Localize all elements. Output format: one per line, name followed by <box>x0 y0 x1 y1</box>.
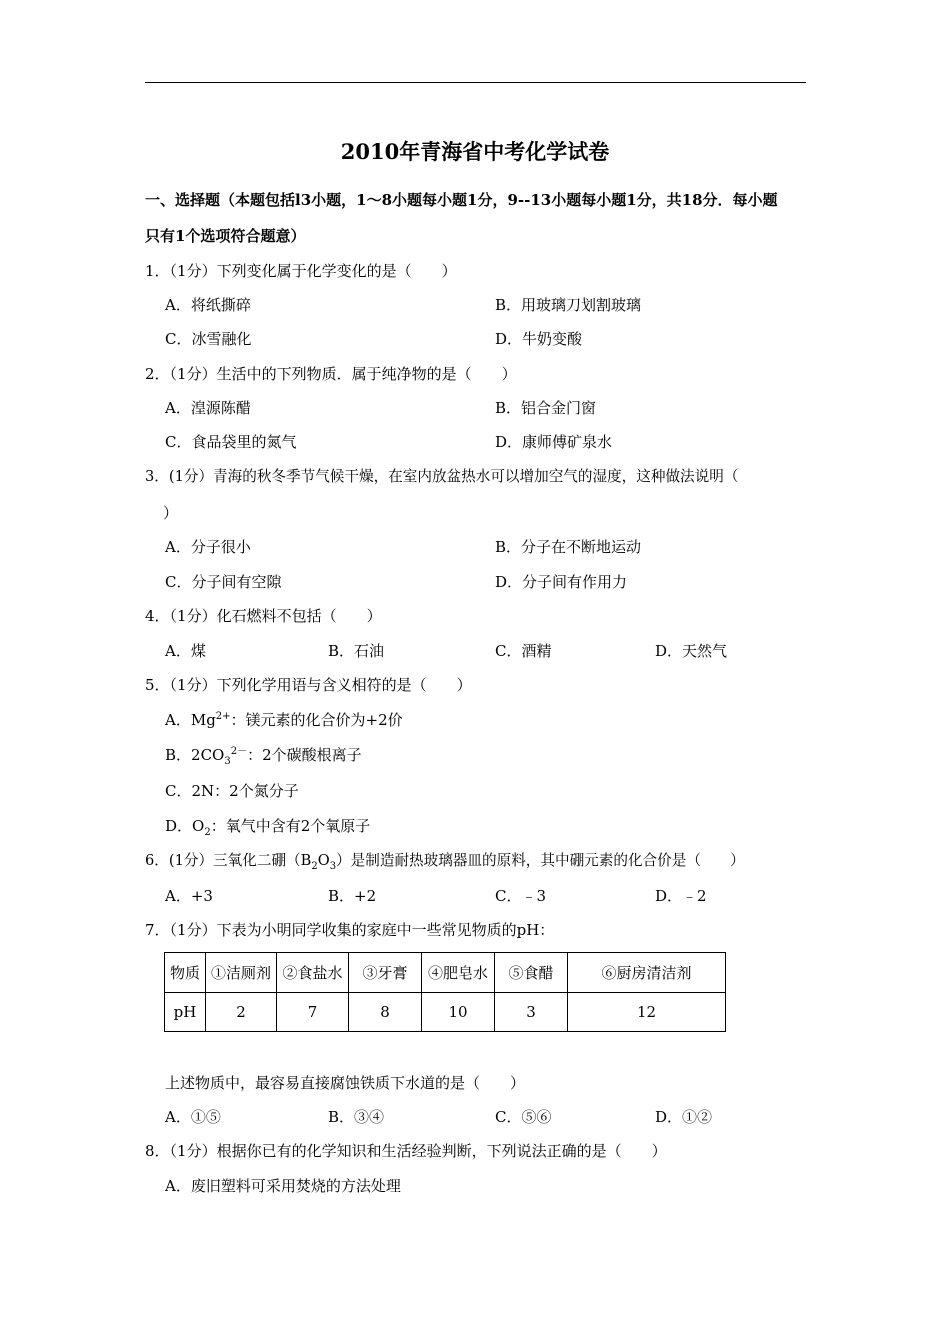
question-6-stem: 6．(1分）三氧化二硼$(B_2O_3)$是制造耐热玻璃器皿的原料，其中硼元素的化合价是（ ） <box>145 852 745 872</box>
question-1-option-b: B．用玻璃刀划割玻璃 <box>495 296 642 314</box>
question-2-option-a: A．湟源陈醋 <box>165 399 251 417</box>
question-3-option-d: D．分子间有作用力 <box>495 573 628 591</box>
question-7-option-c: C．⑤⑥ <box>495 1108 552 1126</box>
ph-table-cell: 12 <box>568 993 726 1032</box>
question-4-stem: 4．（1分）化石燃料不包括（ ） <box>145 607 382 625</box>
question-6-option-d: D．﹣2 <box>655 887 707 905</box>
question-7-stem: 7．（1分）下表为小明同学收集的家庭中一些常见物质的pH： <box>145 921 555 939</box>
question-5-option-b: B．$2CO_3^{2-}$：2个碳酸根离子 <box>165 746 362 767</box>
ph-table-header-cell: ②食盐水 <box>277 953 349 993</box>
question-7-option-d: D．①② <box>655 1108 713 1126</box>
ph-table-header-cell: ⑤食醋 <box>495 953 568 993</box>
exam-title: 2010年青海省中考化学试卷 <box>340 139 610 164</box>
ph-table-header-cell: ③牙膏 <box>349 953 422 993</box>
question-3-option-c: C．分子间有空隙 <box>165 573 282 591</box>
question-7-followup: 上述物质中，最容易直接腐蚀铁质下水道的是（ ） <box>165 1074 526 1092</box>
question-4-option-a: A．煤 <box>165 642 206 660</box>
question-3-stem-cont: ） <box>163 504 179 522</box>
question-1-option-c: C．冰雪融化 <box>165 330 252 348</box>
ph-table-value-row <box>165 993 726 1032</box>
ph-table-cell: 3 <box>495 993 568 1032</box>
question-2-option-d: D．康师傅矿泉水 <box>495 433 613 451</box>
question-3-stem: 3．(1分）青海的秋冬季节气候干燥，在室内放盆热水可以增加空气的湿度，这种做法说明（ <box>145 468 739 485</box>
question-2-option-b: B．铝合金门窗 <box>495 399 597 417</box>
ph-table-cell: 10 <box>422 993 495 1032</box>
question-4-option-d: D．天然气 <box>655 642 728 660</box>
ph-table-cell: 2 <box>206 993 277 1032</box>
question-5-stem: 5．（1分）下列化学用语与含义相符的是（ ） <box>145 676 472 694</box>
ph-table-header-cell: ①洁厕剂 <box>206 953 277 993</box>
question-5-option-c: C．2N：2个氮分子 <box>165 782 299 800</box>
question-8-stem: 8．（1分）根据你已有的化学知识和生活经验判断，下列说法正确的是（ ） <box>145 1142 667 1160</box>
question-7-option-b: B．③④ <box>328 1108 385 1126</box>
question-1-option-d: D．牛奶变酸 <box>495 330 583 348</box>
question-2-stem: 2．（1分）生活中的下列物质．属于纯净物的是（ ） <box>145 365 517 383</box>
ph-table-header-cell: ④肥皂水 <box>422 953 495 993</box>
question-4-option-b: B．石油 <box>328 642 385 660</box>
question-7-option-a: A．①⑤ <box>165 1108 221 1126</box>
question-6-option-a: A．+3 <box>165 887 213 905</box>
question-6-option-b: B．+2 <box>328 887 377 905</box>
section-heading-line1: 一、选择题（本题包括l3小题，1～8小题每小题1分，9--13小题每小题1分，共18分．每小题 <box>145 191 778 209</box>
header-rule <box>145 82 806 83</box>
question-8-option-a: A．废旧塑料可采用焚烧的方法处理 <box>165 1177 401 1195</box>
question-2-option-c: C．食品袋里的氮气 <box>165 433 297 451</box>
question-5-option-a: A．$Mg^{2+}$：镁元素的化合价为+2价 <box>165 711 403 729</box>
question-5-option-d: D．$O_2$：氧气中含有2个氧原子 <box>165 817 371 838</box>
question-1-stem: 1．（1分）下列变化属于化学变化的是（ ） <box>145 262 457 280</box>
ph-table <box>164 952 726 1032</box>
question-6-option-c: C．﹣3 <box>495 887 547 905</box>
ph-table-header-cell: 物质 <box>165 953 206 993</box>
section-heading-line2: 只有1个选项符合题意） <box>145 227 306 245</box>
question-4-option-c: C．酒精 <box>495 642 552 660</box>
ph-table-cell: 7 <box>277 993 349 1032</box>
ph-table-cell: 8 <box>349 993 422 1032</box>
ph-table-header-cell: ⑥厨房清洁剂 <box>568 953 726 993</box>
question-3-option-b: B．分子在不断地运动 <box>495 538 642 556</box>
ph-table-header-row <box>165 953 726 993</box>
question-1-option-a: A．将纸撕碎 <box>165 296 251 314</box>
question-3-option-a: A．分子很小 <box>165 538 251 556</box>
ph-table-cell: pH <box>165 993 206 1032</box>
